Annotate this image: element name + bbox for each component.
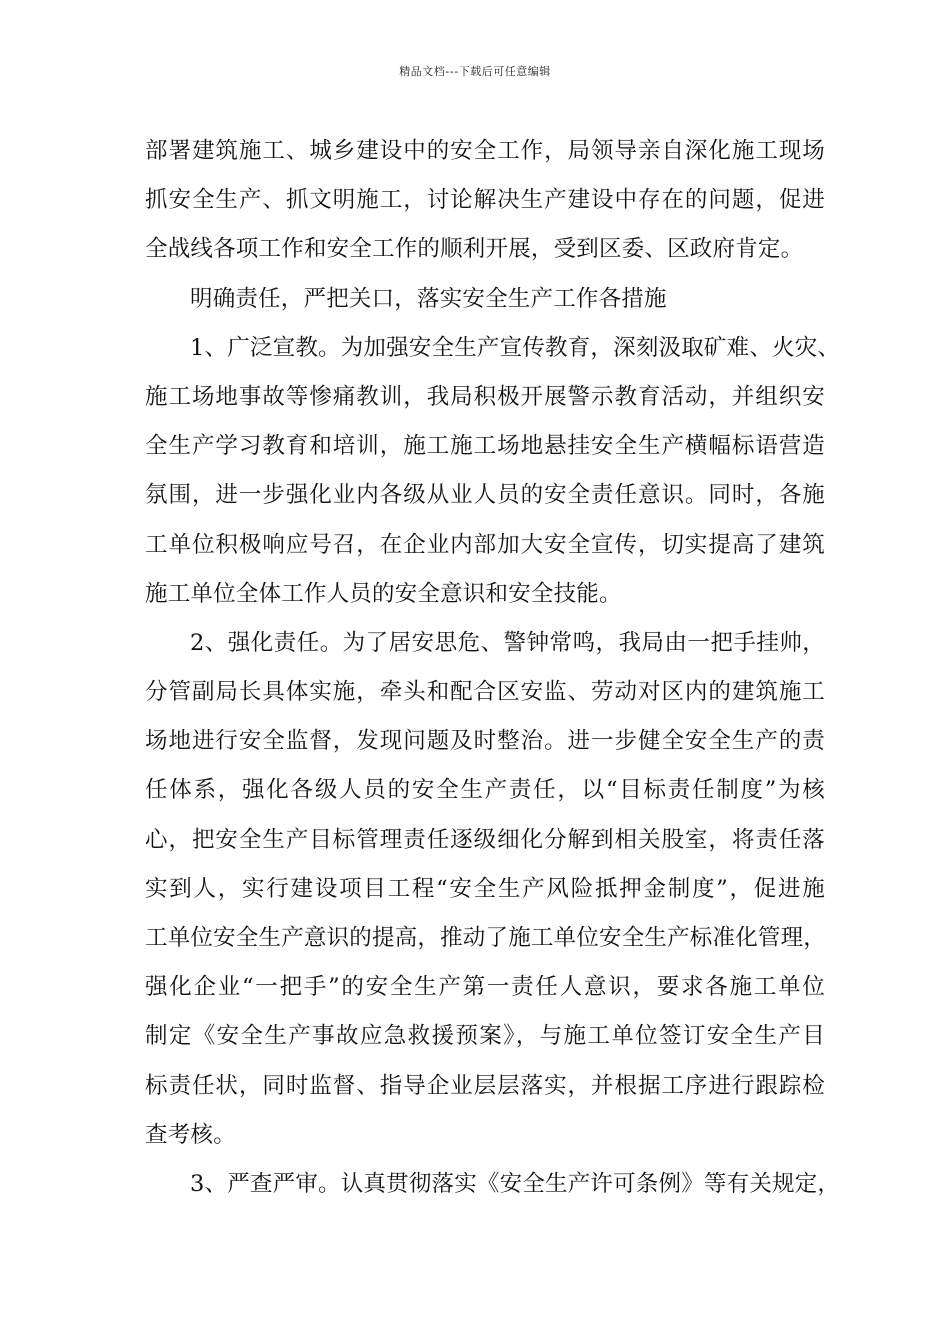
text-line: 场地进行安全监督，发现问题及时整治。进一步健全安全生产的责 [145,728,825,755]
text-line: 实到人，实行建设项目工程“安全生产风险抵押金制度”，促进施 [145,875,825,902]
page-header: 精品文档---下载后可任意编辑 [399,65,551,78]
text-line: 分管副局长具体实施，牵头和配合区安监、劳动对区内的建筑施工 [145,679,825,706]
text-line: 工单位积极响应号召，在企业内部加大安全宣传，切实提高了建筑 [145,531,825,558]
text-line: 制定《安全生产事故应急救援预案》，与施工单位签订安全生产目 [145,1023,825,1050]
text-line: 强化企业“一把手”的安全生产第一责任人意识，要求各施工单位 [145,974,825,1001]
text-line: 标责任状，同时监督、指导企业层层落实，并根据工序进行跟踪检 [145,1072,825,1099]
document-body [145,127,841,1209]
text-line: 2、强化责任。为了居安思危、警钟常鸣，我局由一把手挂帅， [190,629,825,656]
text-line: 明确责任，严把关口，落实安全生产工作各措施 [190,285,667,312]
text-line: 任体系，强化各级人员的安全生产责任，以“目标责任制度”为核 [145,777,825,804]
text-line: 施工单位全体工作人员的安全意识和安全技能。 [145,580,622,607]
text-line: 3、严查严审。认真贯彻落实《安全生产许可条例》等有关规定， [190,1170,841,1197]
text-line: 查考核。 [145,1121,236,1148]
text-line: 心，把安全生产目标管理责任逐级细化分解到相关股室，将责任落 [145,826,825,853]
text-line: 全生产学习教育和培训，施工施工场地悬挂安全生产横幅标语营造 [145,433,825,460]
text-line: 1、广泛宣教。为加强安全生产宣传教育，深刻汲取矿难、火灾、 [190,334,841,361]
text-line: 抓安全生产、抓文明施工，讨论解决生产建设中存在的问题，促进 [145,187,825,214]
text-line: 施工场地事故等惨痛教训，我局积极开展警示教育活动，并组织安 [145,383,825,410]
text-line: 氛围，进一步强化业内各级从业人员的安全责任意识。同时，各施 [145,482,825,509]
text-line: 部署建筑施工、城乡建设中的安全工作，局领导亲自深化施工现场 [145,138,825,164]
text-line: 全战线各项工作和安全工作的顺利开展，受到区委、区政府肯定。 [145,236,804,263]
text-line: 工单位安全生产意识的提高，推动了施工单位安全生产标准化管理， [145,925,827,951]
